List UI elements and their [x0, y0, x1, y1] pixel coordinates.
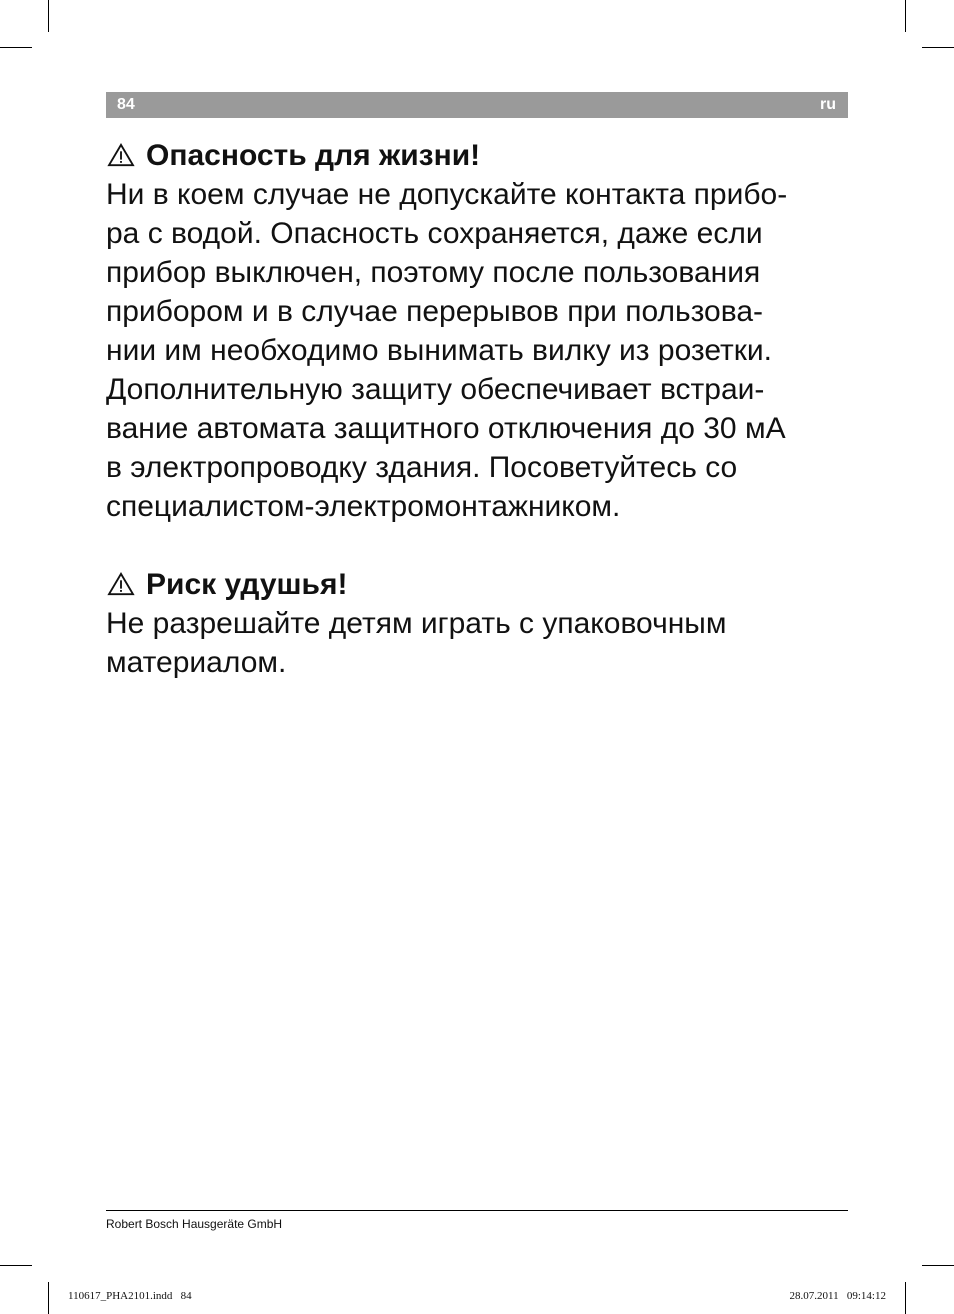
text-line: ра с водой. Опасность сохраняется, даже если — [106, 217, 763, 250]
text-line: Не разрешайте детям играть с упаковочным — [106, 607, 727, 640]
crop-mark — [922, 1265, 954, 1266]
warning-section-suffocation — [106, 565, 856, 682]
section-heading — [106, 565, 856, 604]
footer-company-name: Robert Bosch Hausgeräte GmbH — [106, 1217, 283, 1231]
language-code: ru — [820, 96, 836, 113]
crop-mark — [905, 1282, 906, 1314]
page-content — [106, 136, 856, 682]
text-line: вание автомата защитного отключения до 30 мА — [106, 412, 786, 445]
section-heading — [106, 136, 856, 175]
crop-mark — [922, 47, 954, 48]
print-slug-filename: 110617_PHA2101.indd 84 — [68, 1290, 192, 1302]
crop-mark — [905, 0, 906, 32]
crop-mark — [0, 1265, 32, 1266]
warning-triangle-icon — [106, 572, 136, 596]
text-line: в электропроводку здания. Посоветуйтесь со — [106, 451, 738, 484]
text-line: Ни в коем случае не допускайте контакта прибо- — [106, 178, 788, 211]
text-line: прибор выключен, поэтому после пользования — [106, 256, 761, 289]
text-line: прибором и в случае перерывов при пользова- — [106, 295, 763, 328]
text-line: материалом. — [106, 646, 287, 679]
text-line: специалистом-электромонтажником. — [106, 490, 621, 523]
text-line: нии им необходимо вынимать вилку из розетки. — [106, 334, 772, 367]
warning-triangle-icon — [106, 143, 136, 167]
footer-divider — [106, 1210, 848, 1211]
crop-mark — [0, 47, 32, 48]
section-body — [106, 175, 856, 526]
section-body — [106, 604, 856, 682]
section-heading-text: Опасность для жизни! — [146, 139, 481, 172]
crop-mark — [48, 1282, 49, 1314]
section-heading-text: Риск удушья! — [146, 568, 348, 601]
text-line: Дополнительную защиту обеспечивает встраи- — [106, 373, 765, 406]
crop-mark — [48, 0, 49, 32]
warning-section-life-danger — [106, 136, 856, 526]
page-header-bar — [106, 92, 848, 118]
print-slug-timestamp: 28.07.2011 09:14:12 — [789, 1290, 886, 1302]
page-number: 84 — [117, 96, 135, 113]
